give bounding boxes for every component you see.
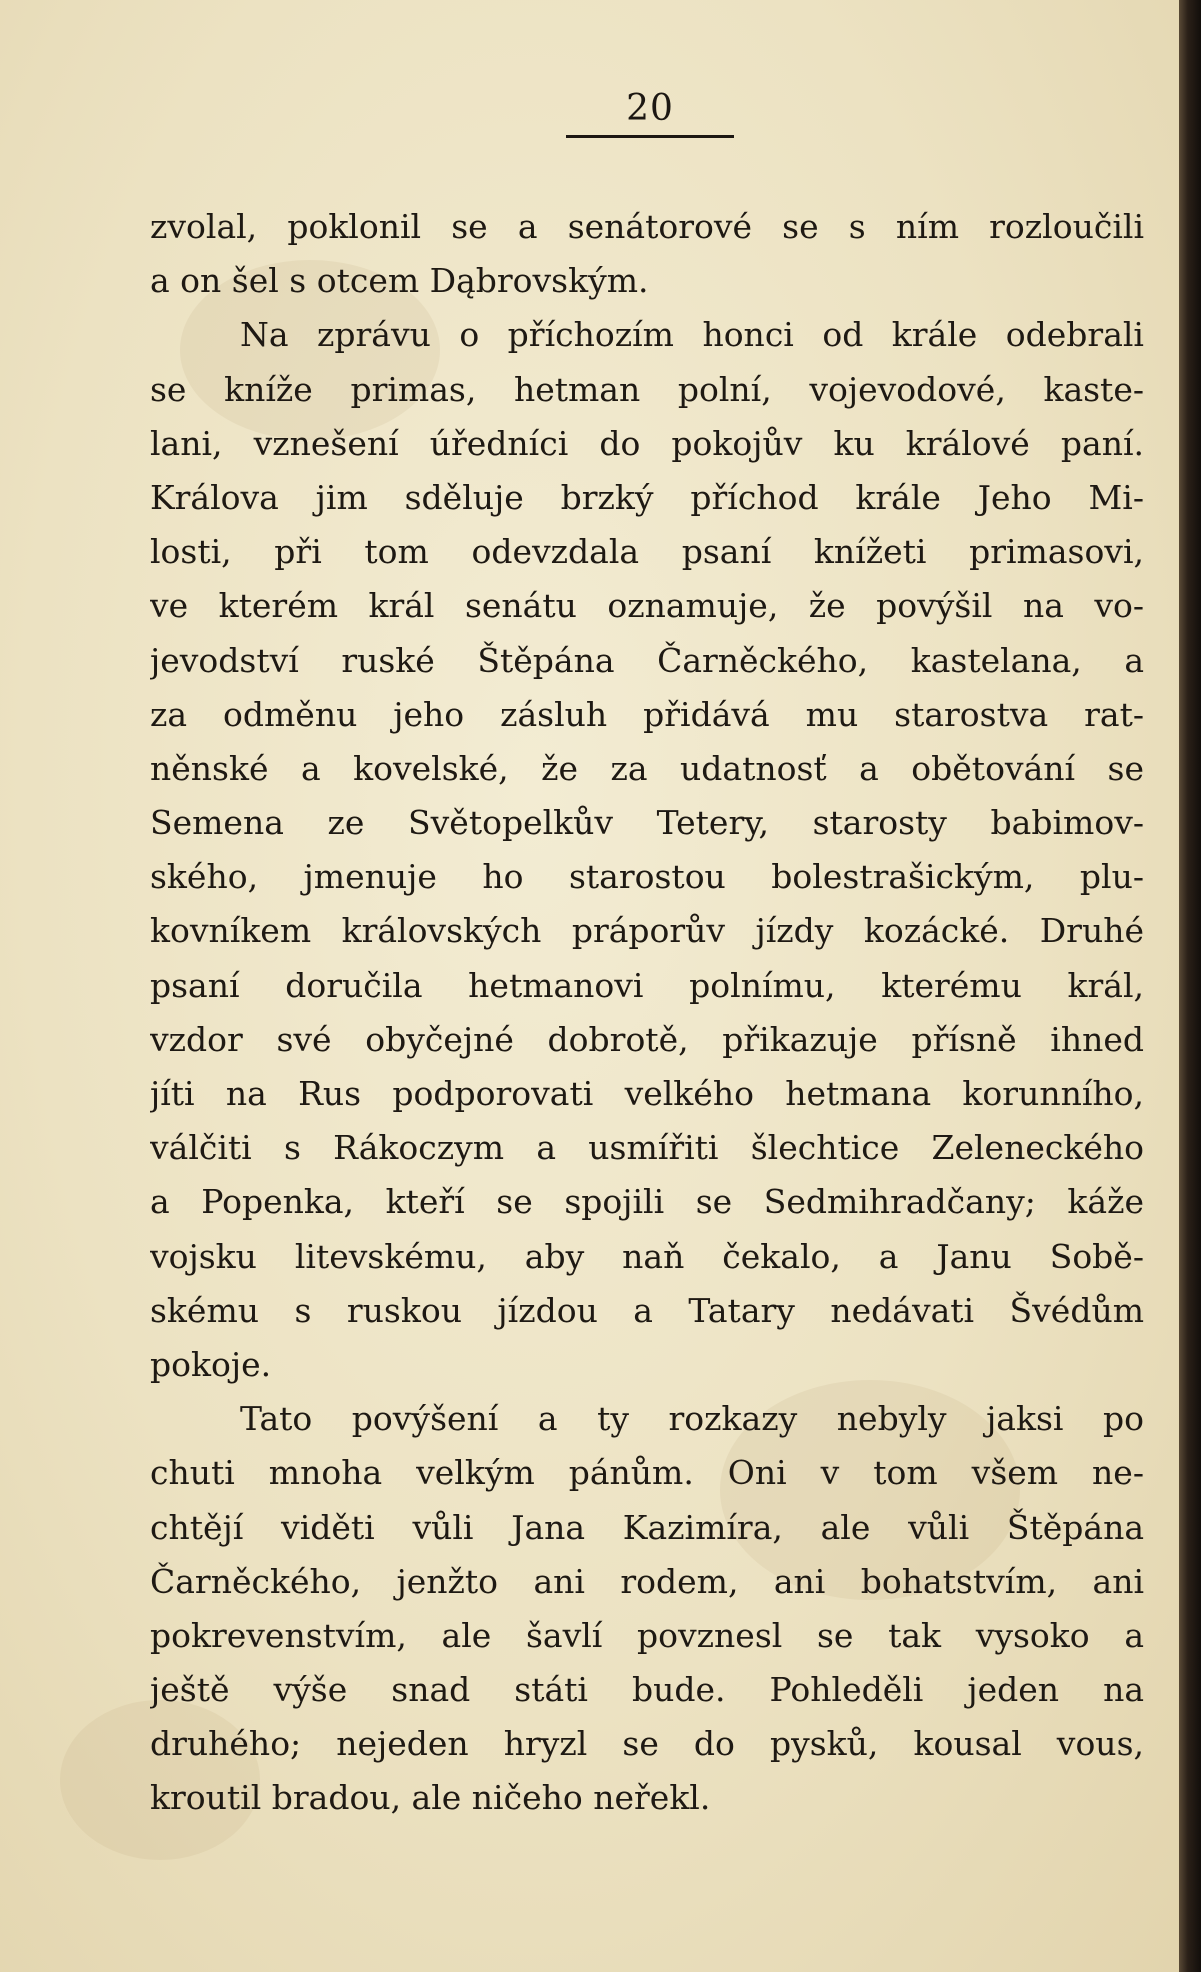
text-line: losti, při tom odevzdala psaní knížeti primasovi,: [150, 532, 1144, 572]
text-line: ještě výše snad státi bude. Pohleděli jeden na: [150, 1670, 1144, 1710]
text-line: Tato povýšení a ty rozkazy nebyly jaksi po: [240, 1399, 1144, 1439]
text-line: vojsku litevskému, aby naň čekalo, a Janu Sobě-: [150, 1236, 1144, 1276]
text-line: chtějí viděti vůli Jana Kazimíra, ale vůli Štěpána: [150, 1507, 1144, 1547]
text-line: pokrevenstvím, ale šavlí povznesl se tak vysoko a: [150, 1615, 1144, 1655]
text-line: za odměnu jeho zásluh přidává mu starostva rat-: [150, 694, 1144, 734]
text-line: válčiti s Rákoczym a usmířiti šlechtice Zeleneckého: [150, 1128, 1144, 1168]
text-line: a on šel s otcem Dąbrovským.: [150, 261, 649, 301]
text-line: pokoje.: [150, 1344, 272, 1384]
text-line: Čarněckého, jenžto ani rodem, ani bohatstvím, ani: [150, 1561, 1144, 1601]
text-line: skému s ruskou jízdou a Tatary nedávati Švédům: [150, 1290, 1144, 1330]
page-number: 20: [626, 88, 674, 129]
text-line: jíti na Rus podporovati velkého hetmana korunního,: [150, 1074, 1144, 1113]
text-line: jevodství ruské Štěpána Čarněckého, kastelana, a: [150, 640, 1144, 680]
text-line: Králova jim sděluje brzký příchod krále Jeho Mi-: [150, 477, 1144, 517]
header-rule: [566, 135, 734, 138]
text-line: ského, jmenuje ho starostou bolestrašickým, plu-: [150, 857, 1144, 897]
text-line: kroutil bradou, ale ničeho neřekl.: [150, 1778, 711, 1818]
text-line: vzdor své obyčejné dobrotě, přikazuje přísně ihned: [150, 1019, 1144, 1059]
book-spine-edge: [1179, 0, 1201, 1972]
text-line: a Popenka, kteří se spojili se Sedmihradčany; káže: [150, 1182, 1144, 1222]
text-line: druhého; nejeden hryzl se do pysků, kousal vous,: [150, 1724, 1144, 1764]
text-line: zvolal, poklonil se a senátorové se s ním rozloučili: [150, 207, 1144, 246]
text-line: kovníkem královských práporův jízdy kozácké. Druhé: [150, 911, 1144, 951]
text-line: něnské a kovelské, že za udatnosť a obětování se: [150, 748, 1144, 788]
body-text: [150, 200, 1144, 1826]
text-line: lani, vznešení úředníci do pokojův ku králové paní.: [150, 423, 1144, 463]
text-line: Na zprávu o příchozím honci od krále odebrali: [240, 315, 1144, 355]
text-line: se kníže primas, hetman polní, vojevodové, kaste-: [150, 369, 1144, 409]
text-line: Semena ze Světopelkův Tetery, starosty babimov-: [150, 803, 1144, 843]
text-line: ve kterém král senátu oznamuje, že povýšil na vo-: [150, 586, 1144, 626]
text-line: psaní doručila hetmanovi polnímu, kterému král,: [150, 965, 1144, 1005]
page-header: [560, 88, 740, 138]
text-line: chuti mnoha velkým pánům. Oni v tom všem ne-: [150, 1453, 1144, 1493]
